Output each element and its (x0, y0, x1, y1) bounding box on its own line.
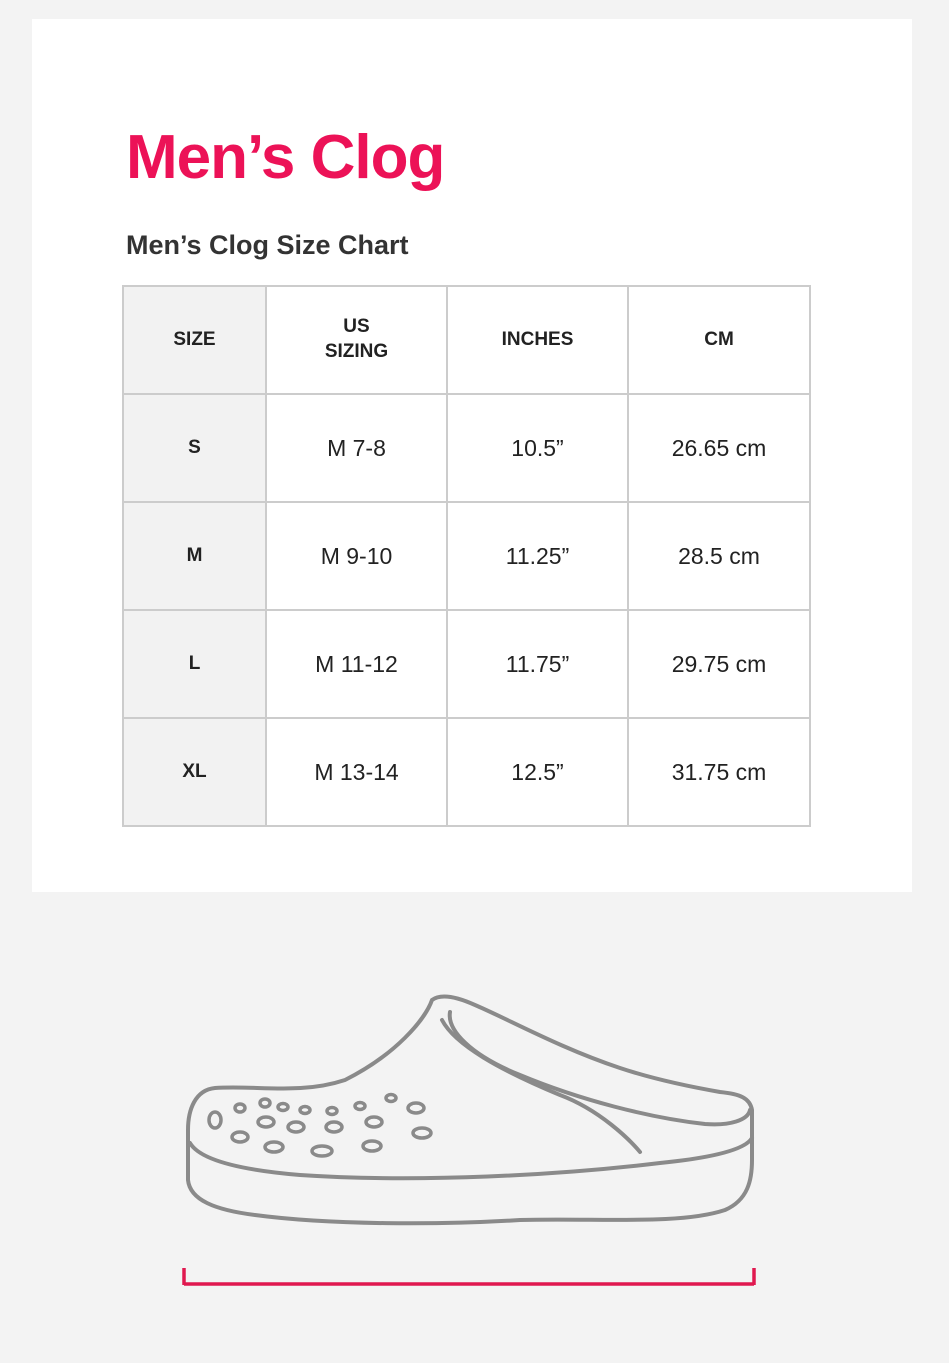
cm-cell: 28.5 cm (628, 502, 810, 610)
clog-shoe-icon (32, 892, 912, 1363)
us-sizing-cell: M 11-12 (266, 610, 447, 718)
shoe-illustration-area (32, 892, 912, 1363)
table-header-row (123, 286, 810, 394)
size-cell: S (123, 394, 266, 502)
table-row (123, 610, 810, 718)
us-sizing-cell: M 7-8 (266, 394, 447, 502)
column-header-inches: INCHES (447, 286, 628, 394)
inches-cell: 12.5” (447, 718, 628, 826)
table-row (123, 718, 810, 826)
size-cell: M (123, 502, 266, 610)
page-title: Men’s Clog (126, 123, 445, 192)
cm-cell: 26.65 cm (628, 394, 810, 502)
size-cell: XL (123, 718, 266, 826)
size-chart-card (32, 19, 912, 892)
table-row (123, 394, 810, 502)
length-indicator-icon (184, 1268, 754, 1285)
table-row (123, 502, 810, 610)
chart-subtitle: Men’s Clog Size Chart (126, 230, 409, 260)
inches-cell: 11.75” (447, 610, 628, 718)
size-table (122, 285, 811, 827)
inches-cell: 10.5” (447, 394, 628, 502)
inches-cell: 11.25” (447, 502, 628, 610)
column-header-cm: CM (628, 286, 810, 394)
us-sizing-cell: M 9-10 (266, 502, 447, 610)
column-header-us-sizing: US SIZING (266, 286, 447, 394)
us-sizing-cell: M 13-14 (266, 718, 447, 826)
cm-cell: 31.75 cm (628, 718, 810, 826)
size-cell: L (123, 610, 266, 718)
column-header-size: SIZE (123, 286, 266, 394)
cm-cell: 29.75 cm (628, 610, 810, 718)
